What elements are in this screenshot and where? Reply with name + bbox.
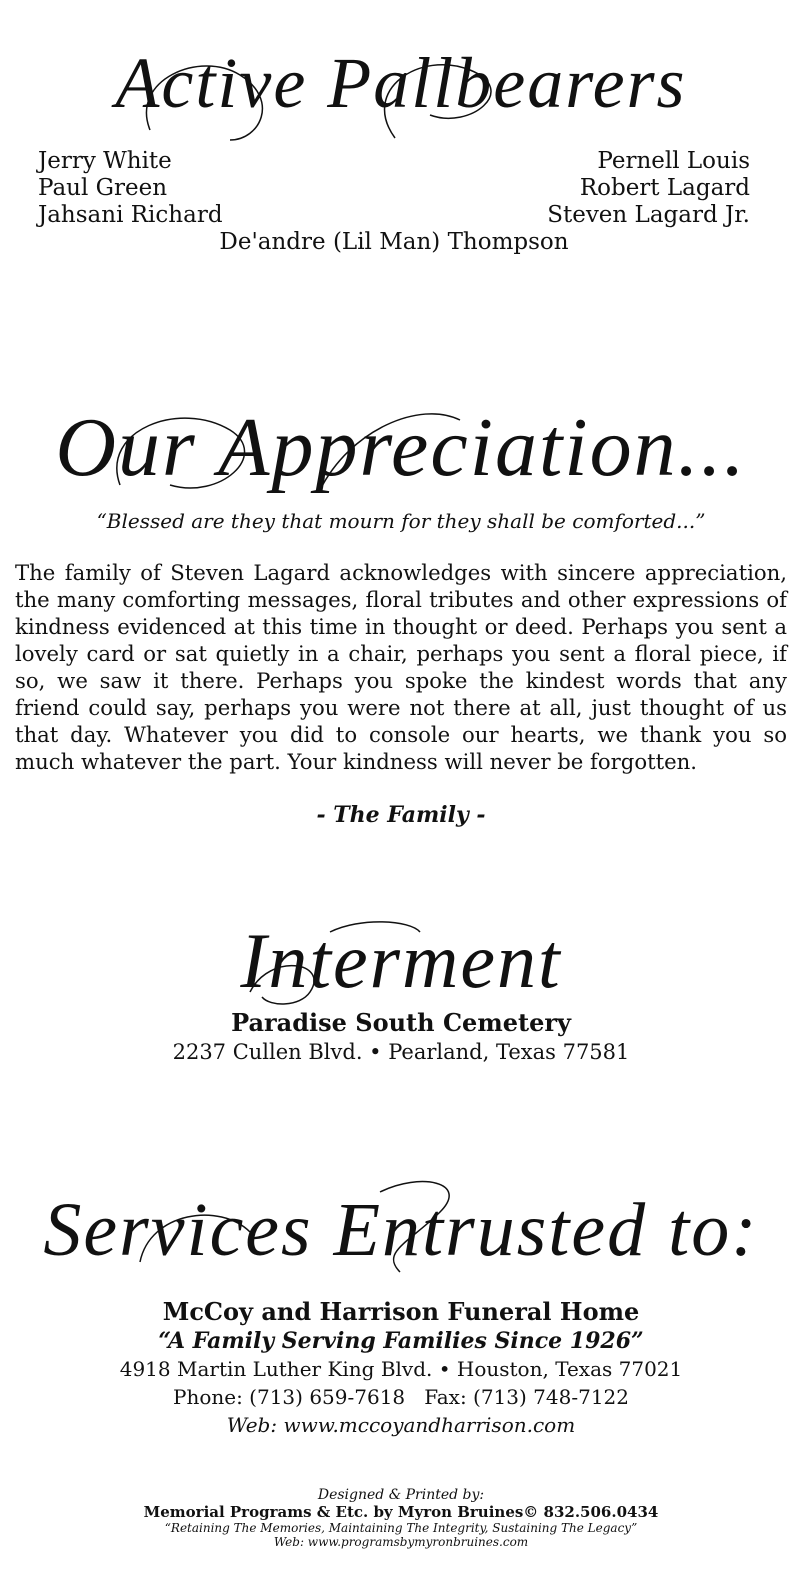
appreciation-heading: Our Appreciation... — [55, 401, 747, 494]
interment-heading: Interment — [240, 917, 562, 1004]
credits-web: Web: www.programsbymyronbruines.com — [273, 1535, 529, 1549]
funeral-home-web: Web: www.mccoyandharrison.com — [226, 1413, 576, 1437]
funeral-home-block — [0, 1297, 802, 1439]
appreciation-quote: “Blessed are they that mourn for they shall be comforted...” — [96, 509, 706, 533]
pallbearer-name: Jahsani Richard — [38, 202, 223, 228]
credits-designed-by: Designed & Printed by: — [317, 1487, 485, 1503]
pallbearer-name: Jerry White — [38, 148, 172, 174]
pallbearers-right-column — [547, 148, 750, 229]
pallbearer-name: Pernell Louis — [597, 148, 750, 174]
pallbearers-left-column — [38, 148, 223, 229]
funeral-home-tagline: “A Family Serving Families Since 1926” — [158, 1328, 644, 1354]
pallbearer-name: Steven Lagard Jr. — [547, 202, 750, 228]
appreciation-signature: - The Family - — [316, 802, 486, 828]
printer-credits — [0, 1487, 802, 1549]
pallbearer-name-center: De'andre (Lil Man) Thompson — [219, 229, 569, 255]
cemetery-name: Paradise South Cemetery — [231, 1008, 571, 1037]
credits-company: Memorial Programs & Etc. by Myron Bruines© 832.506.0434 — [143, 1503, 659, 1521]
cemetery-address: 2237 Cullen Blvd. • Pearland, Texas 77581 — [172, 1040, 630, 1064]
funeral-home-phone: Phone: (713) 659-7618 Fax: (713) 748-7122 — [172, 1385, 629, 1409]
pallbearer-name: Paul Green — [38, 175, 168, 201]
appreciation-body: The family of Steven Lagard acknowledges with sincere appreciation, the many comforting messages, floral tributes and other expressions of kindness evidenced at this time in thought or deed. Perhaps you sent a lovely card or sat quietly in a chair, perhaps you sent a floral piece, if so, we saw it there. Perhaps you spoke the kindest words that any friend could say, perhaps you were not there at all, just thought of us that day. Whatever you did to console our hearts, we thank you so much whatever the part. Your kindness will never be forgotten. — [15, 560, 787, 774]
pallbearers-heading: Active Pallbearers — [115, 43, 687, 123]
credits-motto: “Retaining The Memories, Maintaining The Integrity, Sustaining The Legacy” — [164, 1521, 638, 1535]
services-heading: Services Entrusted to: — [43, 1188, 759, 1272]
pallbearer-name: Robert Lagard — [579, 175, 750, 201]
funeral-home-name: McCoy and Harrison Funeral Home — [162, 1297, 640, 1326]
funeral-home-address: 4918 Martin Luther King Blvd. • Houston, Texas 77021 — [119, 1357, 683, 1381]
